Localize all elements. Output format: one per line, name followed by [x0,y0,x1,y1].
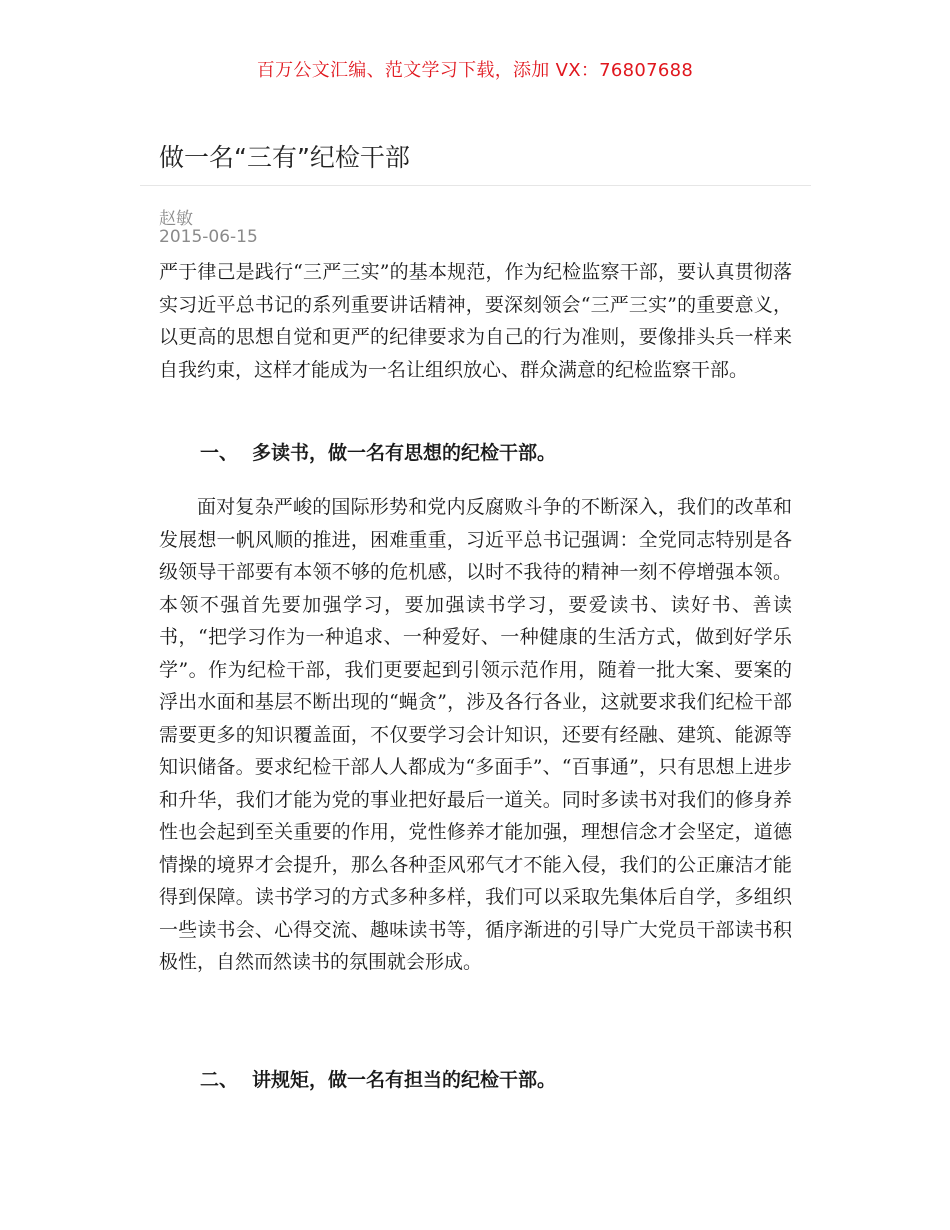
title-divider [140,185,811,186]
section-heading-text: 讲规矩，做一名有担当的纪检干部。 [252,1069,557,1091]
section-heading-2 [200,1064,556,1097]
section-heading-text: 多读书，做一名有思想的纪检干部。 [252,442,557,464]
intro-paragraph: 严于律己是践行“三严三实”的基本规范，作为纪检监察干部，要认真贯彻落实习近平总书记的系列重要讲话精神，要深刻领会“三严三实”的重要意义，以更高的思想自觉和更严的纪律要求为自己的行为准则，要像排头兵一样来自我约束，这样才能成为一名让组织放心、群众满意的纪检监察干部。 [159,261,792,381]
article-author: 赵敏 [159,209,193,229]
section-number: 二、 [200,1069,239,1091]
section-1-paragraph: 面对复杂严峻的国际形势和党内反腐败斗争的不断深入，我们的改革和发展想一帆风顺的推进，困难重重，习近平总书记强调：全党同志特别是各级领导干部要有本领不够的危机感，以时不我待的精神一刻不停增强本领。本领不强首先要加强学习，要加强读书学习，要爱读书、读好书、善读书，“把学习作为一种追求、一种爱好、一种健康的生活方式，做到好学乐学”。作为纪检干部，我们更要起到引领示范作用，随着一批大案、要案的浮出水面和基层不断出现的“蝇贪”，涉及各行各业，这就要求我们纪检干部需要更多的知识覆盖面，不仅要学习会计知识，还要有经融、建筑、能源等知识储备。要求纪检干部人人都成为“多面手”、“百事通”，只有思想上进步和升华，我们才能为党的事业把好最后一道关。同时多读书对我们的修身养性也会起到至关重要的作用，党性修养才能加强，理想信念才会坚定，道德情操的境界才会提升，那么各种歪风邪气才不能入侵，我们的公正廉洁才能得到保障。读书学习的方式多种多样，我们可以采取先集体后自学，多组织一些读书会、心得交流、趣味读书等，循序渐进的引导广大党员干部读书积极性，自然而然读书的氛围就会形成。 [159,496,792,973]
section-heading-1 [200,437,556,470]
watermark-banner: 百万公文汇编、范文学习下载，添加 VX：76807688 [256,60,694,81]
article-date: 2015-06-15 [159,227,258,247]
article-title: 做一名“三有”纪检干部 [159,143,410,172]
section-number: 一、 [200,442,239,464]
